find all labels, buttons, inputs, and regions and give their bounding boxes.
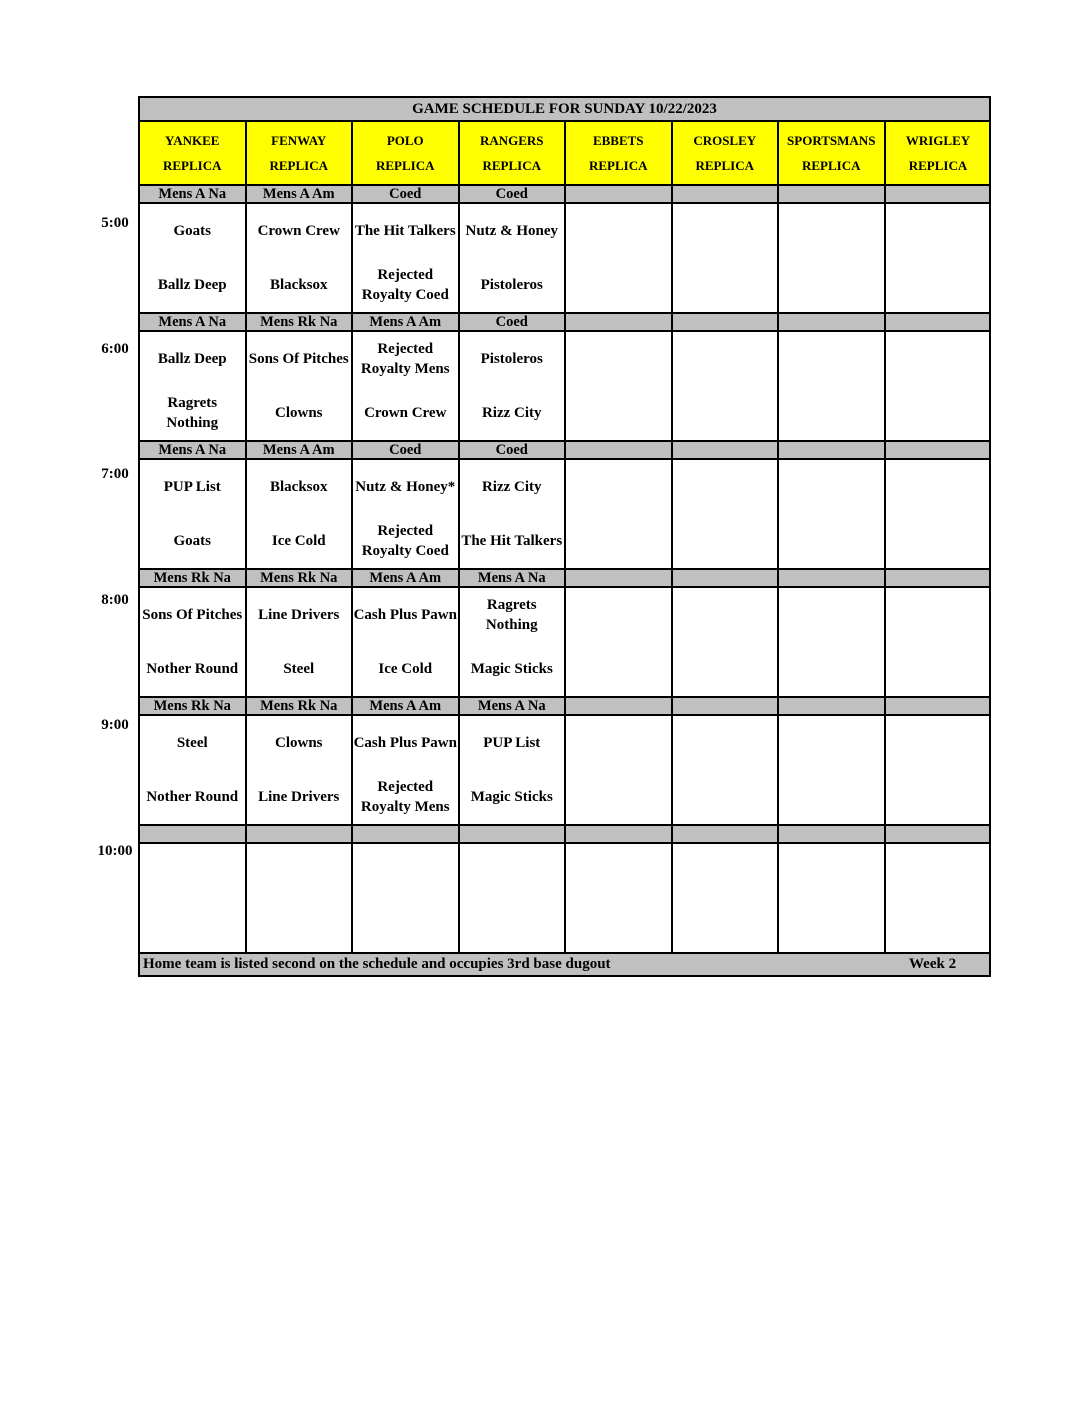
division-label: [779, 826, 886, 842]
home-team: [779, 514, 884, 568]
game-cell: [460, 588, 567, 696]
game-cell: [460, 716, 567, 824]
division-label: Mens Rk Na: [140, 570, 247, 586]
game-cell: [353, 716, 460, 824]
home-team: Pistoleros: [480, 277, 543, 293]
away-team: Rizz City: [481, 479, 542, 495]
time-label: 6:00: [101, 340, 129, 357]
division-label: Mens A Na: [140, 186, 247, 202]
division-label: [673, 314, 780, 330]
home-team: [673, 258, 778, 312]
game-cell: [140, 460, 247, 568]
field-header: [673, 122, 780, 184]
field-name: EBBETS: [592, 132, 644, 148]
away-team: Ballz Deep: [157, 351, 227, 367]
away-team: [140, 844, 245, 898]
game-cell: [886, 844, 991, 952]
division-row: [140, 570, 989, 588]
time-label: 5:00: [101, 215, 129, 231]
home-team: Steel: [283, 661, 315, 677]
away-team: PUP List: [483, 735, 541, 751]
away-team: PUP List: [163, 479, 221, 495]
away-team: [673, 716, 778, 770]
away-team: [779, 332, 884, 386]
division-label: [673, 186, 780, 202]
division-label: [566, 442, 673, 458]
game-cell: [566, 844, 673, 952]
division-label: [673, 698, 780, 714]
field-subtitle: REPLICA: [269, 157, 328, 173]
home-team: [886, 898, 991, 952]
division-label: [779, 186, 886, 202]
time-label: 7:00: [101, 466, 129, 482]
away-team: [353, 844, 458, 898]
time-slot-row: [140, 716, 989, 826]
home-team: Nother Round: [146, 661, 239, 677]
away-team: [673, 460, 778, 514]
home-team: [566, 258, 671, 312]
home-team: [886, 258, 991, 312]
game-cell: [247, 588, 354, 696]
field-header: [460, 122, 567, 184]
field-name: FENWAY: [271, 132, 327, 148]
game-cell: [673, 588, 780, 696]
time-slot-row: [140, 204, 989, 314]
division-row: [140, 314, 989, 332]
home-team: Rizz City: [481, 405, 542, 421]
game-cell: [140, 716, 247, 824]
away-team: [779, 588, 884, 642]
home-team: [566, 386, 671, 440]
away-team: [673, 588, 778, 642]
game-cell: [673, 716, 780, 824]
home-team: Magic Sticks: [470, 661, 553, 677]
division-label: [566, 314, 673, 330]
away-team: [779, 844, 884, 898]
home-team: [673, 770, 778, 824]
division-label: [673, 826, 780, 842]
home-team: [886, 770, 991, 824]
home-team: Magic Sticks: [470, 789, 553, 805]
game-cell: [140, 844, 247, 952]
away-team: [673, 844, 778, 898]
home-team: [673, 642, 778, 696]
field-name: SPORTSMANS: [787, 132, 876, 148]
home-team: [886, 642, 991, 696]
division-label: Coed: [460, 442, 567, 458]
division-label: Mens Rk Na: [247, 698, 354, 714]
time-slot-row: [140, 460, 989, 570]
away-team: Sons Of Pitches: [142, 607, 243, 623]
home-team: Ragrets Nothing: [166, 395, 219, 431]
field-name: RANGERS: [479, 132, 544, 148]
time-slot-row: [140, 332, 989, 442]
game-cell: [779, 460, 886, 568]
game-cell: [353, 204, 460, 312]
division-label: [779, 570, 886, 586]
game-cell: [779, 204, 886, 312]
away-team: [673, 332, 778, 386]
away-team: [779, 204, 884, 258]
home-team: Goats: [173, 533, 211, 549]
division-label: [886, 698, 991, 714]
division-label: Mens A Am: [353, 698, 460, 714]
away-team: Steel: [176, 735, 208, 751]
away-team: Sons Of Pitches: [248, 351, 349, 367]
division-label: [886, 570, 991, 586]
home-team: [779, 898, 884, 952]
home-team: [566, 898, 671, 952]
game-cell: [353, 844, 460, 952]
game-cell: [460, 332, 567, 440]
away-team: Pistoleros: [480, 351, 543, 367]
division-label: [353, 826, 460, 842]
game-cell: [779, 716, 886, 824]
game-cell: [886, 204, 991, 312]
home-team: [460, 898, 565, 952]
home-team: [673, 898, 778, 952]
home-team: Crown Crew: [364, 405, 447, 421]
game-cell: [140, 332, 247, 440]
field-header: [886, 122, 991, 184]
game-cell: [353, 460, 460, 568]
time-slot-row: [140, 844, 989, 954]
home-team: Rejected Royalty Mens: [360, 779, 450, 815]
away-team: [886, 460, 991, 514]
away-team: [566, 716, 671, 770]
division-label: [779, 698, 886, 714]
week-label: Week 2: [909, 956, 957, 972]
division-label: [886, 826, 991, 842]
division-label: Mens A Am: [247, 186, 354, 202]
away-team: Cash Plus Pawn: [353, 607, 457, 623]
home-team: [779, 258, 884, 312]
away-team: Blacksox: [269, 479, 328, 495]
game-cell: [460, 204, 567, 312]
division-label: [886, 186, 991, 202]
away-team: [566, 332, 671, 386]
schedule-title: GAME SCHEDULE FOR SUNDAY 10/22/2023: [140, 98, 989, 122]
away-team: [779, 460, 884, 514]
game-cell: [673, 332, 780, 440]
game-cell: [886, 716, 991, 824]
home-team: Ice Cold: [271, 533, 326, 549]
field-name: POLO: [386, 132, 424, 148]
home-team: Rejected Royalty Coed: [361, 523, 449, 559]
division-label: Mens Rk Na: [140, 698, 247, 714]
field-name: YANKEE: [165, 132, 220, 148]
division-row: [140, 186, 989, 204]
division-label: [566, 698, 673, 714]
schedule-table: [138, 96, 991, 977]
field-subtitle: REPLICA: [375, 157, 435, 173]
division-label: Mens Rk Na: [247, 314, 354, 330]
home-team: Blacksox: [269, 277, 328, 293]
field-subtitle: REPLICA: [162, 157, 222, 173]
away-team: [460, 844, 565, 898]
division-label: Mens Rk Na: [247, 570, 354, 586]
game-cell: [140, 204, 247, 312]
field-name: WRIGLEY: [905, 132, 971, 148]
field-subtitle: REPLICA: [588, 157, 648, 173]
home-team: Ballz Deep: [157, 277, 227, 293]
division-label: [566, 826, 673, 842]
division-label: Coed: [460, 186, 567, 202]
division-label: [779, 442, 886, 458]
game-cell: [779, 844, 886, 952]
division-label: Mens A Am: [353, 570, 460, 586]
division-label: Mens A Am: [247, 442, 354, 458]
division-label: [886, 442, 991, 458]
time-label: 9:00: [101, 717, 129, 733]
home-team: [566, 642, 671, 696]
game-cell: [247, 716, 354, 824]
away-team: [779, 716, 884, 770]
time-label: 10:00: [97, 842, 133, 859]
away-team: Clowns: [274, 735, 323, 751]
home-team: Line Drivers: [258, 789, 340, 805]
away-team: Line Drivers: [258, 607, 340, 623]
away-team: [566, 204, 671, 258]
division-row: [140, 826, 989, 844]
away-team: Goats: [173, 223, 211, 239]
home-team: [673, 386, 778, 440]
home-team: [779, 770, 884, 824]
game-cell: [566, 204, 673, 312]
game-cell: [460, 460, 567, 568]
home-team: [247, 898, 352, 952]
game-cell: [460, 844, 567, 952]
game-cell: [353, 588, 460, 696]
game-cell: [779, 332, 886, 440]
field-subtitle: REPLICA: [801, 157, 861, 173]
game-cell: [566, 332, 673, 440]
home-team: [779, 386, 884, 440]
game-cell: [886, 332, 991, 440]
home-team: [566, 514, 671, 568]
home-team: Clowns: [274, 405, 323, 421]
footer-note: Home team is listed second on the schedule and occupies 3rd base dugout: [143, 956, 611, 972]
game-cell: [247, 460, 354, 568]
away-team: Rejected Royalty Mens: [360, 341, 450, 377]
field-header: [140, 122, 247, 184]
division-label: Mens A Na: [460, 698, 567, 714]
away-team: [566, 588, 671, 642]
game-cell: [673, 844, 780, 952]
field-header: [247, 122, 354, 184]
game-cell: [673, 204, 780, 312]
away-team: [886, 588, 991, 642]
game-cell: [247, 204, 354, 312]
game-cell: [673, 460, 780, 568]
field-header: [566, 122, 673, 184]
away-team: [566, 460, 671, 514]
game-cell: [566, 716, 673, 824]
game-cell: [140, 588, 247, 696]
game-cell: [886, 460, 991, 568]
division-row: [140, 442, 989, 460]
field-name: CROSLEY: [693, 132, 757, 148]
home-team: [886, 386, 991, 440]
division-label: Coed: [353, 442, 460, 458]
away-team: [886, 716, 991, 770]
away-team: [566, 844, 671, 898]
division-label: Mens A Na: [140, 314, 247, 330]
home-team: The Hit Talkers: [461, 533, 563, 549]
division-label: [673, 442, 780, 458]
game-cell: [566, 588, 673, 696]
home-team: [566, 770, 671, 824]
away-team: Ragrets Nothing: [485, 597, 538, 633]
away-team: [673, 204, 778, 258]
division-label: [247, 826, 354, 842]
away-team: [886, 332, 991, 386]
division-label: Coed: [353, 186, 460, 202]
division-label: [140, 826, 247, 842]
division-label: Mens A Na: [460, 570, 567, 586]
away-team: The Hit Talkers: [354, 223, 456, 239]
field-header: [353, 122, 460, 184]
time-slot-row: [140, 588, 989, 698]
home-team: [140, 898, 245, 952]
home-team: Ice Cold: [378, 661, 433, 677]
home-team: [886, 514, 991, 568]
game-cell: [353, 332, 460, 440]
division-label: [566, 570, 673, 586]
away-team: [886, 204, 991, 258]
division-row: [140, 698, 989, 716]
home-team: Rejected Royalty Coed: [361, 267, 449, 303]
division-label: Mens A Na: [140, 442, 247, 458]
home-team: [779, 642, 884, 696]
division-label: Coed: [460, 314, 567, 330]
division-label: Mens A Am: [353, 314, 460, 330]
home-team: [673, 514, 778, 568]
home-team: Nother Round: [146, 789, 239, 805]
away-team: [247, 844, 352, 898]
game-cell: [247, 844, 354, 952]
game-cell: [566, 460, 673, 568]
away-team: [886, 844, 991, 898]
away-team: Nutz & Honey: [465, 223, 558, 239]
field-header: [779, 122, 886, 184]
division-label: [779, 314, 886, 330]
game-cell: [886, 588, 991, 696]
division-label: [886, 314, 991, 330]
field-header-row: [140, 122, 989, 186]
division-label: [673, 570, 780, 586]
game-cell: [247, 332, 354, 440]
away-team: Cash Plus Pawn: [353, 735, 457, 751]
away-team: Nutz & Honey*: [355, 479, 456, 495]
field-subtitle: REPLICA: [695, 157, 754, 173]
away-team: Crown Crew: [257, 223, 340, 239]
home-team: [353, 898, 458, 952]
time-label: 8:00: [101, 591, 129, 608]
footer-row: [140, 954, 989, 975]
division-label: [566, 186, 673, 202]
game-cell: [779, 588, 886, 696]
division-label: [460, 826, 567, 842]
field-subtitle: REPLICA: [482, 157, 541, 173]
field-subtitle: REPLICA: [908, 157, 968, 173]
